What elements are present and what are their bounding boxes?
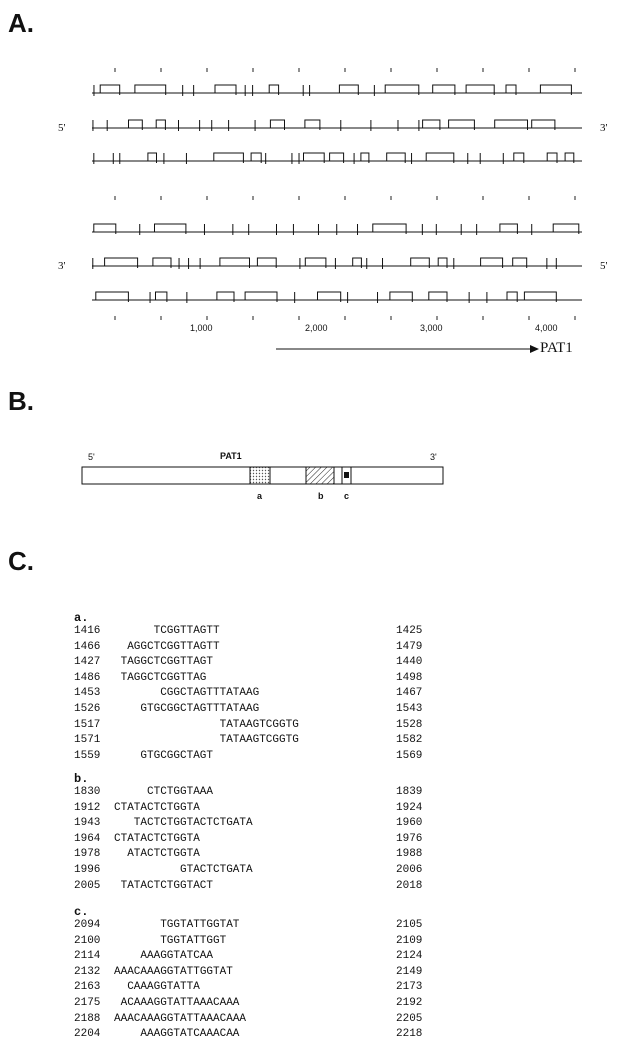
region-c-label: c xyxy=(344,491,350,501)
sequence-row xyxy=(74,718,423,735)
sequence-start-position: 1559 xyxy=(74,749,101,762)
sequence-text: CTATACTCTGGTA xyxy=(114,832,200,845)
sequence-end-position: 2018 xyxy=(396,879,423,892)
sequence-text: TAGGCTCGGTTAGT xyxy=(120,656,214,669)
sequence-end-position: 2109 xyxy=(396,934,423,947)
axis-tick-label: 1,000 xyxy=(190,323,213,333)
sequence-row xyxy=(74,919,423,935)
sequence-end-position: 1467 xyxy=(396,687,423,700)
sequence-row xyxy=(74,996,423,1013)
five-prime-bottom: 5' xyxy=(600,260,608,272)
pat1-arrow-head xyxy=(530,345,539,353)
three-prime-top: 3' xyxy=(600,122,608,134)
sequence-text: AAACAAAGGTATTAAACAAA xyxy=(114,1012,247,1025)
b-three-prime: 3' xyxy=(430,452,437,462)
sequence-text: TACTCTGGTACTCTGATA xyxy=(133,817,253,830)
sequence-row xyxy=(74,656,423,672)
sequence-row xyxy=(74,801,423,818)
sequence-end-position: 1924 xyxy=(396,801,423,814)
sequence-row xyxy=(74,734,423,750)
sequence-end-position: 2218 xyxy=(396,1028,423,1041)
sequence-text: TGGTATTGGTAT xyxy=(160,919,240,931)
sequence-start-position: 2005 xyxy=(74,879,101,892)
sequence-row xyxy=(74,981,423,997)
sequence-end-position: 1839 xyxy=(396,786,423,798)
sequence-start-position: 1830 xyxy=(74,786,101,798)
sequence-start-position: 1486 xyxy=(74,671,101,684)
sequence-text: TATAAGTCGGTG xyxy=(219,718,299,731)
sequence-start-position: 1978 xyxy=(74,848,101,861)
sequence-text: CTATACTCTGGTA xyxy=(114,801,200,814)
panel-b-label: B. xyxy=(8,386,34,416)
sequence-end-position: 2105 xyxy=(396,919,423,931)
sequence-row xyxy=(74,879,423,896)
sequence-block-b xyxy=(74,772,423,895)
sequence-row xyxy=(74,863,423,880)
region-b-box xyxy=(306,467,334,484)
sequence-text: CAAAGGTATTA xyxy=(127,981,200,994)
pat1-arrow-label: PAT1 xyxy=(540,340,573,356)
sequence-row xyxy=(74,832,423,849)
sequence-start-position: 2204 xyxy=(74,1028,101,1041)
sequence-start-position: 1964 xyxy=(74,832,101,845)
sequence-end-position: 1479 xyxy=(396,640,423,653)
sequence-text: GTACTCTGATA xyxy=(180,863,253,876)
sequence-end-position: 2205 xyxy=(396,1012,423,1025)
sequence-text: TGGTATTGGT xyxy=(160,934,227,947)
b-five-prime: 5' xyxy=(88,452,95,462)
three-prime-bottom: 3' xyxy=(58,260,66,272)
sequence-row xyxy=(74,817,423,833)
sequence-row xyxy=(74,934,423,951)
sequence-start-position: 1416 xyxy=(74,625,101,637)
region-b-label: b xyxy=(318,491,324,501)
sequence-start-position: 2132 xyxy=(74,965,101,978)
sequence-text: AGGCTCGGTTAGTT xyxy=(127,640,220,653)
sequence-row xyxy=(74,1012,423,1029)
sequence-end-position: 1582 xyxy=(396,734,423,747)
sequence-end-position: 2006 xyxy=(396,863,423,876)
sequence-end-position: 1440 xyxy=(396,656,423,669)
sequence-end-position: 1498 xyxy=(396,671,423,684)
sequence-start-position: 2094 xyxy=(74,919,101,931)
sequence-start-position: 1943 xyxy=(74,817,101,830)
axis-tick-label: 2,000 xyxy=(305,323,328,333)
sequence-text: TATAAGTCGGTG xyxy=(219,734,299,747)
sequence-text: TCGGTTAGTT xyxy=(153,625,220,637)
sequence-block-a xyxy=(74,611,423,765)
sequence-start-position: 1466 xyxy=(74,640,101,653)
sequence-row xyxy=(74,749,423,766)
sequence-start-position: 1427 xyxy=(74,656,101,669)
sequence-start-position: 2188 xyxy=(74,1012,101,1025)
sequence-start-position: 1526 xyxy=(74,702,101,715)
sequence-text: TAGGCTCGGTTAG xyxy=(120,671,207,684)
region-c-mark xyxy=(344,472,349,478)
sequence-row xyxy=(74,625,423,641)
sequence-start-position: 1517 xyxy=(74,718,101,731)
sequence-start-position: 2163 xyxy=(74,981,101,994)
sequence-text: GTGCGGCTAGT xyxy=(140,749,214,762)
sequence-end-position: 1425 xyxy=(396,625,423,637)
sequence-text: AAAGGTATCAAACAA xyxy=(140,1028,240,1041)
sequence-row xyxy=(74,640,423,657)
sequence-end-position: 1528 xyxy=(396,718,423,731)
sequence-row xyxy=(74,786,423,802)
sequence-row xyxy=(74,687,423,703)
axis-tick-label: 4,000 xyxy=(535,323,558,333)
sequence-end-position: 1988 xyxy=(396,848,423,861)
sequence-end-position: 1569 xyxy=(396,749,423,762)
region-a-label: a xyxy=(257,491,263,501)
sequence-start-position: 2175 xyxy=(74,996,101,1009)
sequence-end-position: 2192 xyxy=(396,996,423,1009)
panel-c-label: C. xyxy=(8,546,34,576)
sequence-row xyxy=(74,950,423,966)
sequence-text: ACAAAGGTATTAAACAAA xyxy=(120,996,240,1009)
sequence-text: AAACAAAGGTATTGGTAT xyxy=(114,965,233,978)
sequence-end-position: 2124 xyxy=(396,950,423,963)
panel-a-label: A. xyxy=(8,8,34,38)
sequence-block-title: c. xyxy=(74,905,89,919)
gene-schematic xyxy=(0,460,624,510)
sequence-text: CTCTGGTAAA xyxy=(147,786,214,798)
five-prime-top: 5' xyxy=(58,122,66,134)
b-gene-name: PAT1 xyxy=(220,451,242,461)
sequence-end-position: 1976 xyxy=(396,832,423,845)
sequence-end-position: 2173 xyxy=(396,981,423,994)
sequence-text: CGGCTAGTTTATAAG xyxy=(160,687,260,700)
sequence-row xyxy=(74,965,423,982)
sequence-text: TATACTCTGGTACT xyxy=(120,879,214,892)
sequence-block-title: a. xyxy=(74,611,89,625)
sequence-start-position: 1453 xyxy=(74,687,101,700)
sequence-start-position: 2100 xyxy=(74,934,101,947)
sequence-start-position: 1912 xyxy=(74,801,101,814)
sequence-end-position: 1543 xyxy=(396,702,423,715)
sequence-row xyxy=(74,1028,423,1044)
sequence-block-title: b. xyxy=(74,772,89,786)
region-a-box xyxy=(250,467,270,484)
sequence-start-position: 1996 xyxy=(74,863,101,876)
sequence-end-position: 2149 xyxy=(396,965,423,978)
sequence-start-position: 1571 xyxy=(74,734,101,747)
sequence-block-c xyxy=(74,905,423,1044)
sequence-text: ATACTCTGGTA xyxy=(127,848,200,861)
sequence-row xyxy=(74,848,423,864)
sequence-end-position: 1960 xyxy=(396,817,423,830)
axis-tick-label: 3,000 xyxy=(420,323,443,333)
sequence-row xyxy=(74,671,423,688)
sequence-text: GTGCGGCTAGTTTATAAG xyxy=(140,702,260,715)
sequence-start-position: 2114 xyxy=(74,950,101,963)
sequence-text: AAAGGTATCAA xyxy=(140,950,214,963)
sequence-row xyxy=(74,702,423,719)
